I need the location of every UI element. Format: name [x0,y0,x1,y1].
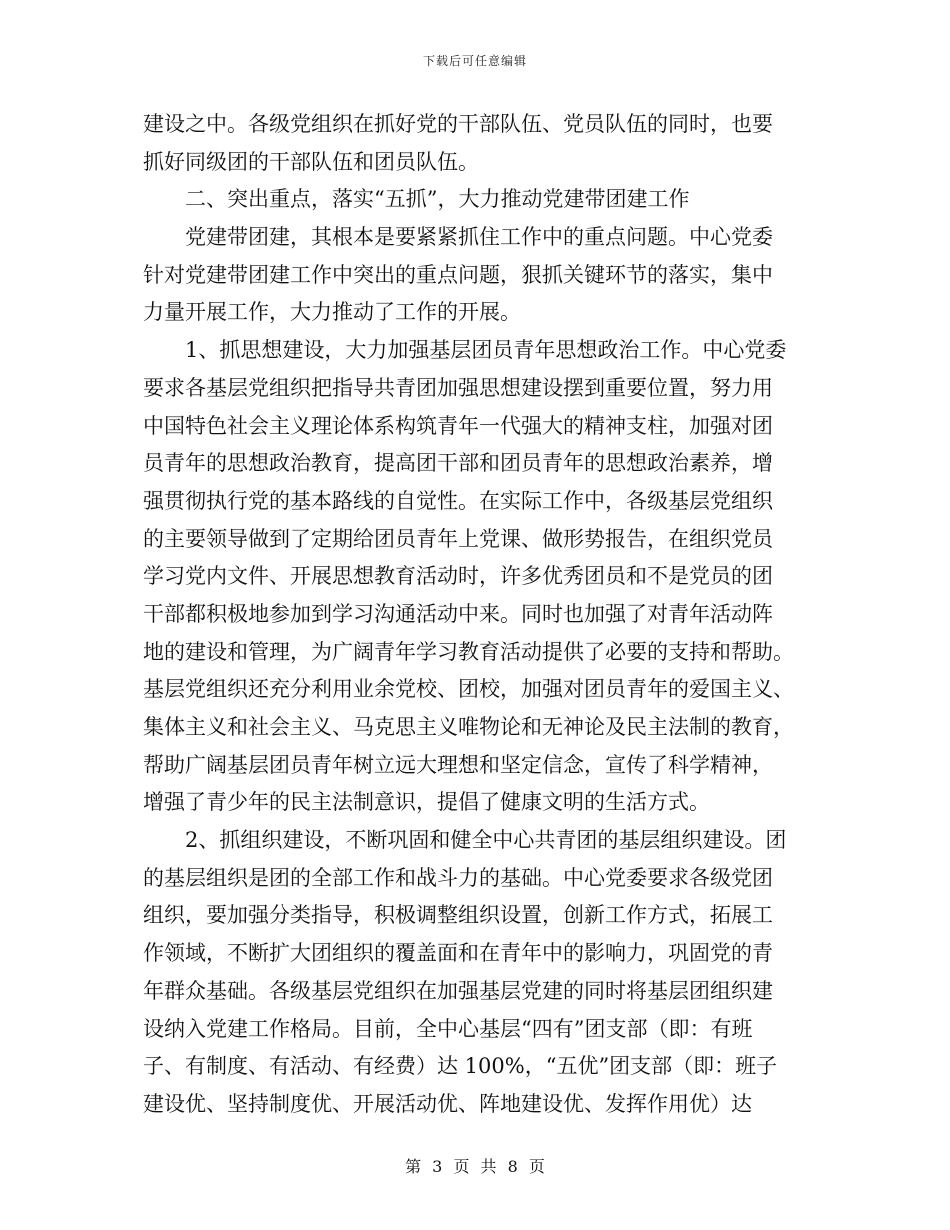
text-line: 帮助广阔基层团员青年树立远大理想和坚定信念，宣传了科学精神， [143,752,773,777]
page-number-footer: 第 3 页 共 8 页 [405,1157,545,1176]
text-line: 2、抓组织建设，不断巩固和健全中心共青团的基层组织建设。团 [185,828,787,853]
text-line: 子、有制度、有活动、有经费）达 100%，“五优”团支部（即：班子 [143,1054,778,1079]
text-line: 员青年的思想政治教育，提高团干部和团员青年的思想政治素养，增 [143,451,773,476]
text-line: 中国特色社会主义理论体系构筑青年一代强大的精神支柱，加强对团 [143,413,773,438]
text-line: 针对党建带团建工作中突出的重点问题，狠抓关键环节的落实，集中 [143,262,773,287]
text-line: 要求各基层党组织把指导共青团加强思想建设摆到重要位置，努力用 [143,375,773,400]
text-line: 干部都积极地参加到学习沟通活动中来。同时也加强了对青年活动阵 [143,601,773,626]
text-line: 力量开展工作，大力推动了工作的开展。 [143,300,521,325]
text-line: 的主要领导做到了定期给团员青年上党课、做形势报告，在组织党员 [143,526,773,551]
document-body [143,106,808,1124]
text-line: 学习党内文件、开展思想教育活动时，许多优秀团员和不是党员的团 [143,564,773,589]
text-line: 1、抓思想建设，大力加强基层团员青年思想政治工作。中心党委 [185,338,787,363]
text-line: 强贯彻执行党的基本路线的自觉性。在实际工作中，各级基层党组织 [143,488,773,513]
text-line: 的基层组织是团的全部工作和战斗力的基础。中心党委要求各级党团 [143,865,773,890]
text-line: 建设优、坚持制度优、开展活动优、阵地建设优、发挥作用优）达 [143,1091,752,1116]
text-line: 党建带团建，其根本是要紧紧抓住工作中的重点问题。中心党委 [185,225,773,250]
text-line: 抓好同级团的干部队伍和团员队伍。 [143,149,479,174]
text-line: 设纳入党建工作格局。目前，全中心基层“四有”团支部（即：有班 [143,1016,753,1041]
page-header-note: 下载后可任意编辑 [422,54,527,68]
text-line: 作领域，不断扩大团组织的覆盖面和在青年中的影响力，巩固党的青 [143,941,773,966]
text-line: 基层党组织还充分利用业余党校、团校，加强对团员青年的爱国主义、 [143,677,794,702]
text-line: 集体主义和社会主义、马克思主义唯物论和无神论及民主法制的教育， [143,715,794,739]
text-line: 年群众基础。各级基层党组织在加强基层党建的同时将基层团组织建 [143,978,773,1003]
text-line: 地的建设和管理，为广阔青年学习教育活动提供了必要的支持和帮助。 [143,639,794,664]
text-line: 增强了青少年的民主法制意识，提倡了健康文明的生活方式。 [143,790,710,815]
text-line: 二、突出重点，落实“五抓”，大力推动党建带团建工作 [185,187,690,212]
text-line: 建设之中。各级党组织在抓好党的干部队伍、党员队伍的同时，也要 [143,112,773,136]
text-line: 组织，要加强分类指导，积极调整组织设置，创新工作方式，拓展工 [143,903,773,928]
